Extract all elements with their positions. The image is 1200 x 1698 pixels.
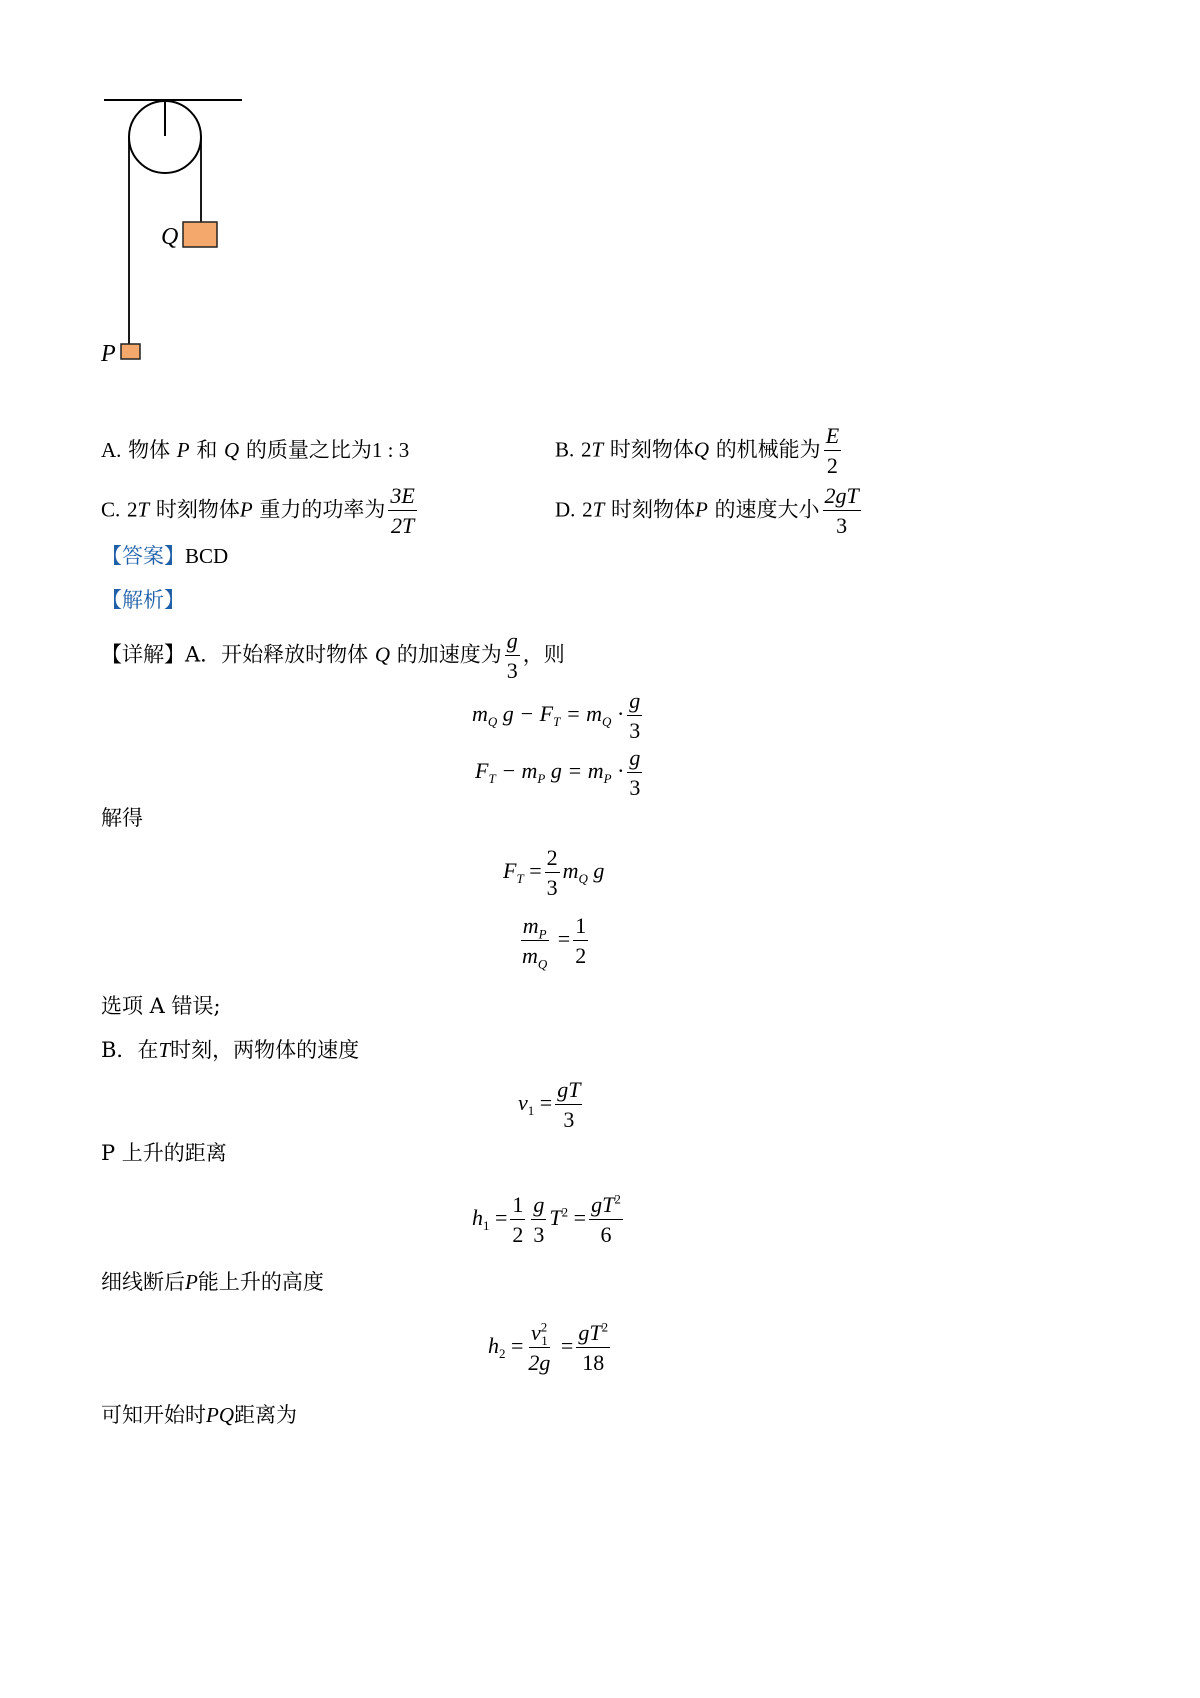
- option-a-wrong: 选项 A 错误;: [101, 994, 221, 1018]
- solve-label: 解得: [101, 806, 143, 830]
- equation-2: $F_T - m_P$ $g = m_P$ · $\frac{g}{3}$: [475, 745, 641, 801]
- equation-3: $F_T$ = $\frac{2}{3}$ $m_Q$ g: [503, 845, 605, 901]
- answer-value: BCD: [185, 544, 229, 568]
- equation-4: $\frac{m_P}{m_Q}$ = $\frac{1}{2}$: [522, 913, 587, 972]
- option-c: C. 2T 时刻物体P 重力的功率为 $\frac{3E}{2T}$: [101, 483, 415, 539]
- answer-line: [101, 546, 228, 567]
- answer-tag: 【答案】: [101, 544, 185, 568]
- equation-1: $m_Q$ $g - F_T = m_Q$ · $\frac{g}{3}$: [472, 688, 641, 744]
- label-p: P: [101, 341, 116, 367]
- equation-6: $h_1$ = $\frac{1}{2}$ $\frac{g}{3}$ $T^2$ = $\frac{gT^2}{6}$: [472, 1191, 621, 1248]
- option-d: D. 2T 时刻物体P 的速度大小 $\frac{2gT}{3}$: [555, 483, 859, 539]
- after-cut-label: 细线断后P能上升的高度: [101, 1270, 324, 1294]
- pq-distance-label: 可知开始时PQ距离为: [101, 1403, 297, 1427]
- option-a: A. 物体 P 和 Q 的质量之比为1 : 3: [101, 438, 410, 462]
- analysis-tag: 【解析】: [101, 588, 185, 612]
- option-b: B. 2T 时刻物体Q 的机械能为 $\frac{E}{2}$: [555, 423, 840, 479]
- equation-5: $v_1$ = $\frac{gT}{3}$: [518, 1077, 581, 1133]
- equation-7: $h_2$ = $\frac{v^2_1}{2g}$ = $\frac{gT^2}{18}$: [488, 1319, 609, 1376]
- block-p: [121, 344, 140, 359]
- p-rise-label: P 上升的距离: [101, 1141, 227, 1165]
- detail-line-1: 【详解】A．开始释放时物体 Q 的加速度为 $\frac{g}{3}$ ，则: [101, 628, 565, 684]
- block-q: [183, 222, 217, 247]
- label-q: Q: [161, 224, 179, 250]
- b-intro: B．在T时刻，两物体的速度: [101, 1038, 360, 1062]
- pulley-diagram: [100, 88, 260, 388]
